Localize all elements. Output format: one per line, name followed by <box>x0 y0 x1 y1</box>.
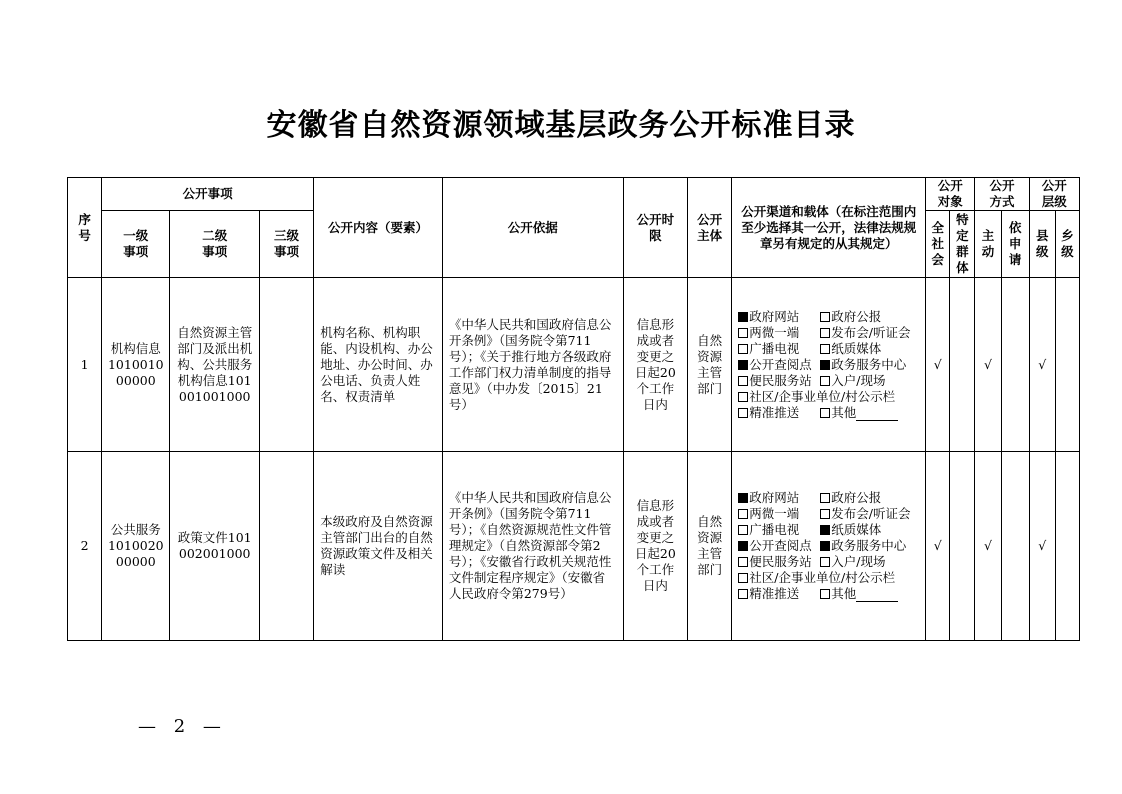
checked-box-icon <box>820 525 830 535</box>
channel-option <box>820 522 902 538</box>
channel-option <box>820 586 902 602</box>
page-title: 安徽省自然资源领域基层政务公开标准目录 <box>266 108 856 143</box>
channel-label: 便民服务站 <box>749 372 812 388</box>
check-level-county: √ <box>1029 278 1055 452</box>
channel-label: 便民服务站 <box>749 554 812 569</box>
row-level2: 政策文件101002001000 <box>170 452 259 641</box>
header-mode: 公开方式 <box>975 178 1029 211</box>
channel-line <box>738 389 919 405</box>
header-mode-request: 依申请 <box>1001 211 1029 278</box>
channel-option <box>738 309 820 325</box>
unchecked-box-icon <box>820 312 830 322</box>
unchecked-box-icon <box>738 328 748 338</box>
unchecked-box-icon <box>738 344 748 354</box>
row-level1: 公共服务101002000000 <box>102 452 170 641</box>
header-target: 公开对象 <box>926 178 975 211</box>
channel-label: 政务服务中心 <box>831 538 907 553</box>
unchecked-box-icon <box>820 557 830 567</box>
header-target-specific: 特定群体 <box>950 211 975 278</box>
unchecked-box-icon <box>820 509 830 519</box>
table-row <box>68 452 1080 641</box>
channel-option <box>738 341 820 357</box>
checked-box-icon <box>820 541 830 551</box>
channel-option <box>820 554 902 570</box>
unchecked-box-icon <box>738 573 748 583</box>
header-seq: 序号 <box>68 178 102 278</box>
channel-line <box>738 490 919 506</box>
check-target-specific <box>950 452 975 641</box>
unchecked-box-icon <box>820 493 830 503</box>
channel-option <box>738 522 820 538</box>
unchecked-box-icon <box>738 376 748 386</box>
check-level-town <box>1055 278 1079 452</box>
channel-option <box>820 506 911 522</box>
channel-option <box>738 490 820 506</box>
row-basis: 《中华人民共和国政府信息公开条例》（国务院令第711号）；《关于推行地方各级政府工作部门权力清单制度的指导意见》（中办发〔2015〕21号） <box>442 278 623 452</box>
row-level2: 自然资源主管部门及派出机构、公共服务机构信息101001001000 <box>170 278 259 452</box>
checked-box-icon <box>738 493 748 503</box>
channel-line <box>738 538 919 554</box>
channel-option <box>738 373 820 389</box>
row-level3 <box>259 278 313 452</box>
unchecked-box-icon <box>820 408 830 418</box>
row-level3 <box>259 452 313 641</box>
channel-label: 政府网站 <box>749 308 800 324</box>
unchecked-box-icon <box>738 525 748 535</box>
row-channels <box>732 278 926 452</box>
check-mode-active: √ <box>975 278 1001 452</box>
channel-line <box>738 405 919 421</box>
channel-line <box>738 586 919 602</box>
channel-option <box>820 341 902 357</box>
unchecked-box-icon <box>820 344 830 354</box>
header-mode-active: 主动 <box>975 211 1001 278</box>
header-basis: 公开依据 <box>442 178 623 278</box>
channel-label: 社区/企事业单位/村公示栏 <box>749 570 896 585</box>
unchecked-box-icon <box>738 589 748 599</box>
catalog-table <box>67 177 1080 641</box>
blank-line <box>856 590 898 602</box>
channel-line <box>738 357 919 373</box>
row-channels <box>732 452 926 641</box>
check-target-all: √ <box>926 278 950 452</box>
channel-label: 社区/企事业单位/村公示栏 <box>749 388 896 404</box>
channel-label: 精准推送 <box>749 404 800 420</box>
header-subject: 公开主体 <box>688 178 732 278</box>
row-subject: 自然资源主管部门 <box>688 452 732 641</box>
unchecked-box-icon <box>820 589 830 599</box>
checked-box-icon <box>820 360 830 370</box>
unchecked-box-icon <box>738 557 748 567</box>
channel-option <box>820 324 911 341</box>
header-level-town: 乡级 <box>1055 211 1079 278</box>
channel-option <box>820 490 902 506</box>
row-content: 机构名称、机构职能、内设机构、办公地址、办公时间、办公电话、负责人姓名、权责清单 <box>314 278 443 452</box>
check-mode-request <box>1001 452 1029 641</box>
check-level-town <box>1055 452 1079 641</box>
header-content: 公开内容（要素） <box>314 178 443 278</box>
checked-box-icon <box>738 360 748 370</box>
row-seq: 2 <box>68 452 102 641</box>
channel-line <box>738 341 919 357</box>
channel-label: 广播电视 <box>749 340 800 356</box>
channel-line <box>738 522 919 538</box>
unchecked-box-icon <box>738 392 748 402</box>
row-basis: 《中华人民共和国政府信息公开条例》（国务院令第711号）；《自然资源规范性文件管理规定》（自然资源部令第2号）；《安徽省行政机关规范性文件制定程序规定》（安徽省人民政府令第279号） <box>442 452 623 641</box>
check-mode-request <box>1001 278 1029 452</box>
channel-option <box>738 554 820 570</box>
channel-label: 其他 <box>831 586 857 601</box>
table-row <box>68 278 1080 452</box>
blank-line <box>856 409 898 421</box>
channel-label: 入户/现场 <box>831 554 886 569</box>
channel-label: 政府公报 <box>831 490 882 505</box>
row-level1: 机构信息101001000000 <box>102 278 170 452</box>
channel-line <box>738 570 919 586</box>
check-target-specific <box>950 278 975 452</box>
channel-label: 政府网站 <box>749 490 800 505</box>
row-time-limit: 信息形成或者变更之日起20个工作日内 <box>623 278 687 452</box>
channel-option <box>738 506 820 522</box>
channel-label: 纸质媒体 <box>831 522 882 537</box>
channel-label: 精准推送 <box>749 586 800 601</box>
channel-label: 纸质媒体 <box>831 340 882 356</box>
channel-label: 公开查阅点 <box>749 356 812 372</box>
checked-box-icon <box>738 541 748 551</box>
channel-label: 发布会/听证会 <box>831 506 911 521</box>
header-target-all: 全社会 <box>926 211 950 278</box>
channel-option <box>820 405 902 421</box>
channel-option <box>738 570 895 585</box>
header-channels: 公开渠道和载体（在标注范围内至少选择其一公开，法律法规规章另有规定的从其规定） <box>732 178 926 278</box>
channel-option <box>820 373 902 389</box>
header-level: 公开层级 <box>1029 178 1079 211</box>
channel-label: 两微一端 <box>749 506 800 521</box>
channel-label: 两微一端 <box>749 324 800 340</box>
channel-option <box>738 586 820 602</box>
unchecked-box-icon <box>738 509 748 519</box>
channel-option <box>738 405 820 421</box>
channel-line <box>738 325 919 341</box>
channel-option <box>738 325 820 341</box>
row-subject: 自然资源主管部门 <box>688 278 732 452</box>
header-level-county: 县级 <box>1029 211 1055 278</box>
header-time-limit: 公开时限 <box>623 178 687 278</box>
page-number: — 2 — <box>138 716 227 737</box>
unchecked-box-icon <box>820 328 830 338</box>
channel-option <box>820 538 907 554</box>
channel-label: 政务服务中心 <box>831 356 907 372</box>
row-time-limit: 信息形成或者变更之日起20个工作日内 <box>623 452 687 641</box>
channel-option <box>820 356 907 373</box>
channel-label: 发布会/听证会 <box>831 324 911 340</box>
check-target-all: √ <box>926 452 950 641</box>
channel-label: 政府公报 <box>831 308 882 324</box>
row-content: 本级政府及自然资源主管部门出台的自然资源政策文件及相关解读 <box>314 452 443 641</box>
header-level2: 二级事项 <box>170 211 259 278</box>
unchecked-box-icon <box>820 376 830 386</box>
channel-label: 入户/现场 <box>831 372 886 388</box>
header-level1: 一级事项 <box>102 211 170 278</box>
header-public-matters: 公开事项 <box>102 178 314 211</box>
channel-line <box>738 506 919 522</box>
channel-option <box>820 309 902 325</box>
channel-label: 广播电视 <box>749 522 800 537</box>
channel-label: 公开查阅点 <box>749 538 812 553</box>
check-level-county: √ <box>1029 452 1055 641</box>
channel-line <box>738 554 919 570</box>
channel-line <box>738 309 919 325</box>
channel-line <box>738 373 919 389</box>
channel-option <box>738 389 895 404</box>
channel-label: 其他 <box>831 404 857 420</box>
header-level3: 三级事项 <box>259 211 313 278</box>
checked-box-icon <box>738 312 748 322</box>
check-mode-active: √ <box>975 452 1001 641</box>
channel-option <box>738 538 820 554</box>
channel-option <box>738 357 820 373</box>
unchecked-box-icon <box>738 408 748 418</box>
row-seq: 1 <box>68 278 102 452</box>
